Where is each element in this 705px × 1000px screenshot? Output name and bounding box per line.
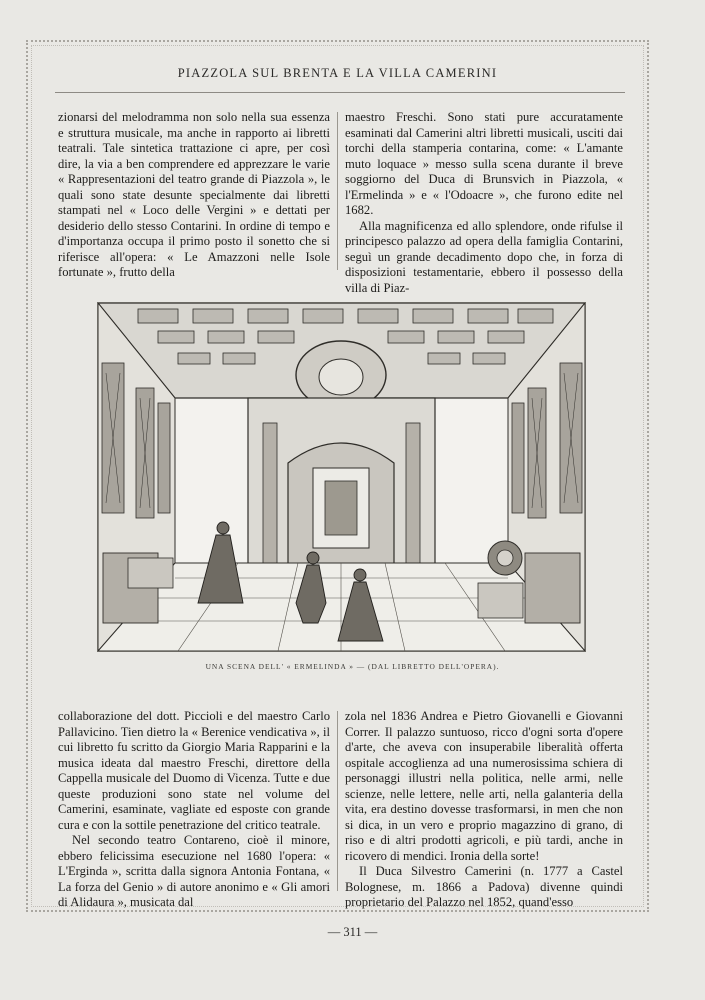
paragraph: zionarsi del melodramma non solo nella sua essenza e struttura musicale, ma anche in rapporto ai libretti teatrali. Tale sintetica trattazione ci apre, per così dire, la via a ben comprendere ed apprezzare le varie « Rappresentazioni del teatro grande di Piazzola », le quali sono state desunte specialmente dai libretti stampati nel « Loco delle Vergini » e dettati per desiderio dello stesso Contarini. In ordine di tempo e d'importanza occupa il primo posto il sonetto che si riferisce all'opera: « Le Amazzoni nelle Isole fortunate », frutto della xyxy=(58,110,330,279)
column-divider xyxy=(337,112,338,270)
column-bottom-left xyxy=(58,709,330,911)
paragraph: maestro Freschi. Sono stati pure accuratamente esaminati dal Camerini altri libretti musicali, usciti dai torchi della stamperia contarina, come: « L'amante muto loquace » messo sulla scena durante il breve soggiorno del Duca di Brunsvich in Piazzola, « l'Ermelinda » e « l'Odoacre », che furono edite nel 1682. xyxy=(345,110,623,217)
paragraph: Nel secondo teatro Contareno, cioè il minore, ebbero felicissima esecuzione nel 1680 l'opera: « L'Erginda », scritta dalla signora Antonia Fontana, « La forza del Genio » di autore anonimo e « Gli amori di Alidaura », musicata dal xyxy=(58,833,330,909)
figure-caption: UNA SCENA DELL' « ERMELINDA » — (DAL LIBRETTO DELL'OPERA). xyxy=(205,662,500,671)
page-number: — 311 — xyxy=(327,925,378,939)
running-title: PIAZZOLA SUL BRENTA E LA VILLA CAMERINI xyxy=(177,66,498,80)
column-bottom-right xyxy=(345,709,623,911)
header-rule xyxy=(55,92,625,93)
column-top-right xyxy=(345,110,623,296)
column-top-left xyxy=(58,110,330,281)
paragraph: Alla magnificenza ed allo splendore, onde rifulse il principesco palazzo ad opera della famiglia Contarini, seguì un grande decadimento dopo che, in forza di disposizioni testamentarie, ebbero il possesso della villa di Piaz- xyxy=(345,218,623,295)
paragraph: Il Duca Silvestro Camerini (n. 1777 a Castel Bolognese, m. 1866 a Padova) divenne quindi proprietario del Palazzo nel 1852, quand'esso xyxy=(345,864,623,909)
paragraph: collaborazione del dott. Piccioli e del maestro Carlo Pallavicino. Tien dietro la « Berenice vendicativa », il cui libretto fu scritto da Giorgio Maria Rapparini e la musica ideata dal maestro Freschi, direttore della Cappella musicale del Duomo di Vicenza. Tutte e due queste produzioni sono state nel volume del Camerini, esaminate, vagliate ed esposte con grande cura e con la sottile penetrazione del critico teatrale. xyxy=(58,709,330,832)
paragraph: zola nel 1836 Andrea e Pietro Giovanelli e Giovanni Correr. Il palazzo suntuoso, ricco d'ogni sorta d'opere d'arte, che aveva con insuperabile liberalità offerta ospitale accoglienza ad una numerosissima schiera di personaggi illustri nella politica, nelle armi, nelle scienze, nelle lettere, nelle arti, nella galanteria della vita, era destino dovesse trasformarsi, in men che non si dica, in un vero e proprio magazzino di grano, di riso e di altri prodotti agricoli, e più tardi, anche in ricovero di mendici. Ironia della sorte! xyxy=(345,709,623,863)
opera-scene-engraving xyxy=(97,302,586,652)
column-divider xyxy=(337,711,338,891)
